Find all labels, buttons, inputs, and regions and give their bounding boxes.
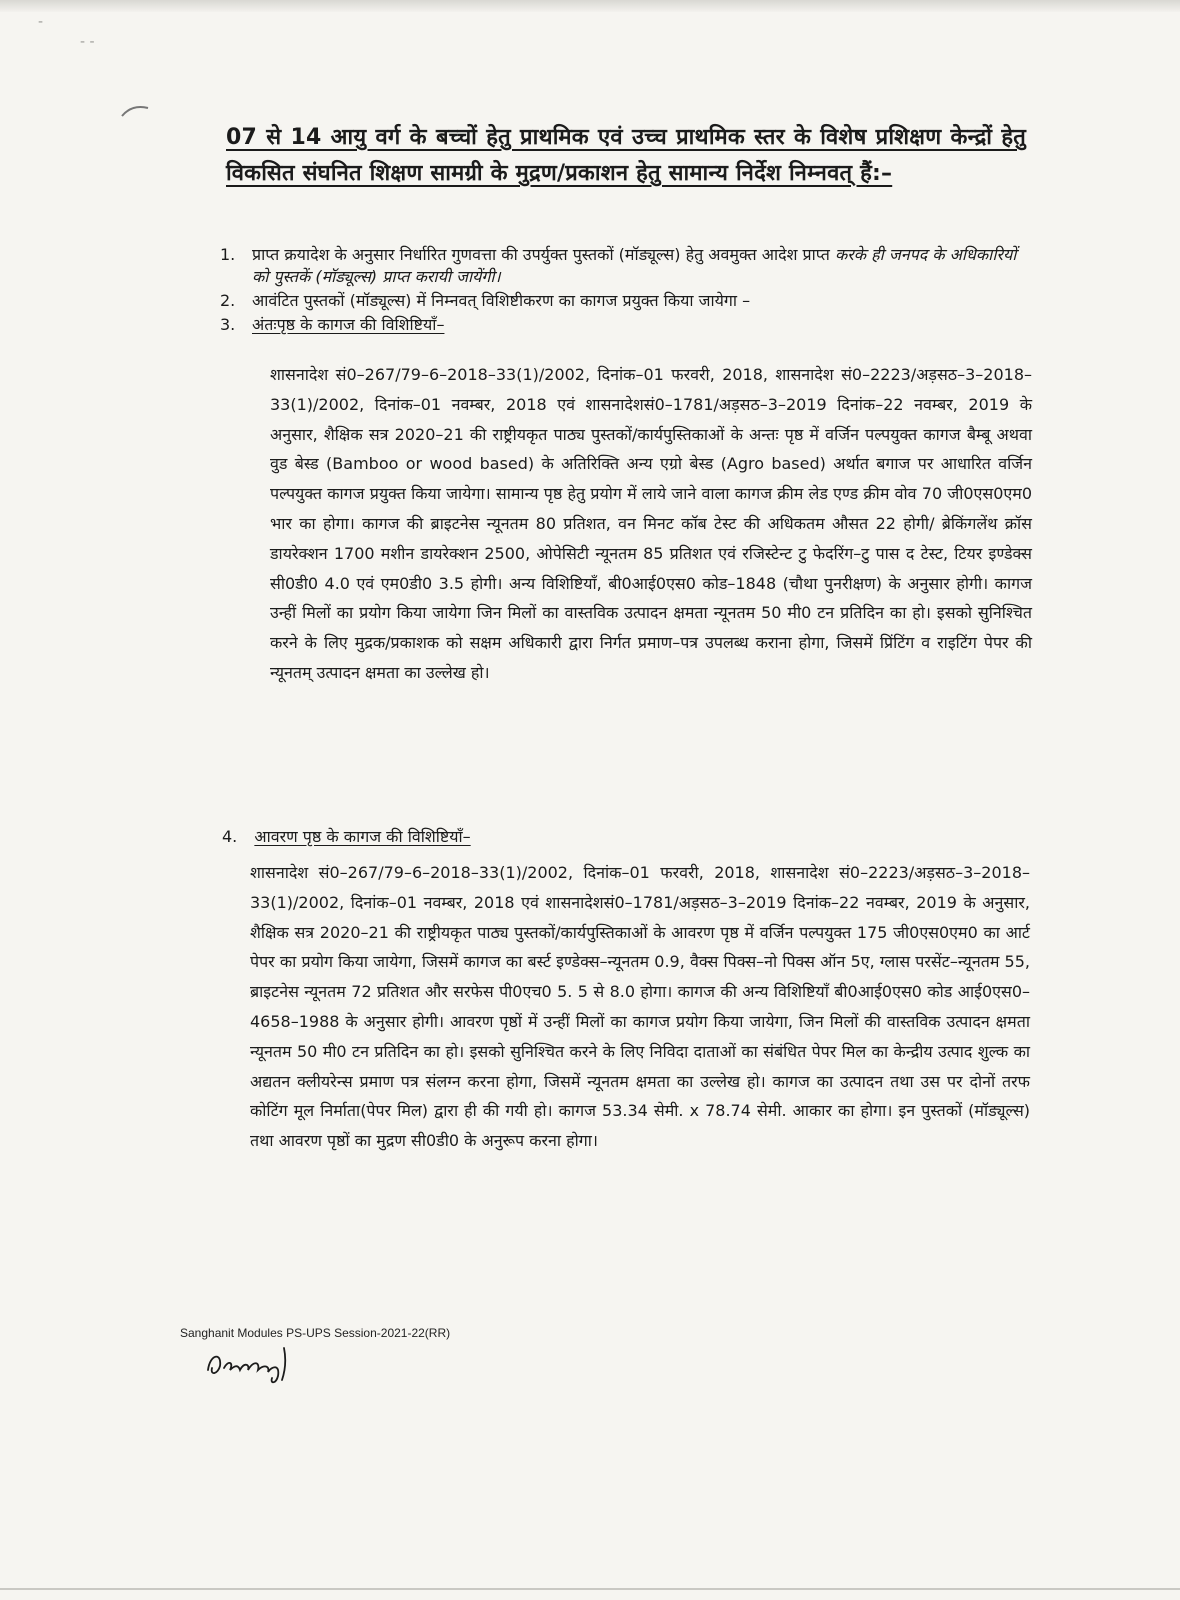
scan-speck: - -: [80, 34, 95, 50]
scan-mark: [118, 98, 154, 122]
item-number: 2.: [220, 291, 236, 310]
scan-top-edge: [0, 0, 1180, 12]
signature-image: [200, 1340, 310, 1386]
section-heading: आवरण पृष्ठ के कागज की विशिष्टियाँ–: [254, 827, 471, 846]
item-text-italic: करके ही जनपद के अधिकारियों को पुस्तकें (मॉड्यूल्स) प्राप्त करायी जायेंगी।: [252, 245, 1017, 286]
list-item: [220, 314, 1032, 336]
item-number: 1.: [220, 245, 236, 264]
list-item: [222, 826, 471, 848]
item-text: प्राप्त क्रयादेश के अनुसार निर्धारित गुणवत्ता की उपर्युक्त पुस्तकों (मॉड्यूल्स) हेतु अवमुक्त आदेश प्राप्त: [252, 245, 830, 264]
section-body-cover-pages: शासनादेश सं0–267/79–6–2018–33(1)/2002, दिनांक–01 फरवरी, 2018, शासनादेश सं0–2223/अड़सठ–3–2018–33(1)/2002, दिनांक–01 नवम्बर, 2018 एवं शासनादेशसं0–1781/अड़सठ–3–2019 दिनांक–22 नवम्बर, 2019 के अनुसार, शैक्षिक सत्र 2020–21 की राष्ट्रीयकृत पाठ्य पुस्तकों/कार्यपुस्तिकाओं के आवरण पृष्ठ में वर्जिन पल्पयुक्त 175 जी0एस0एम0 का आर्ट पेपर का प्रयोग किया जायेगा, जिसमें कागज का बर्स्ट इण्डेक्स–न्यूनतम 0.9, वैक्स पिक्स–नो पिक्स ऑन 5ए, ग्लास परसेंट–न्यूनतम 55, ब्राइटनेस न्यूनतम 72 प्रतिशत और सरफेस पी0एच0 5. 5 से 8.0 होगा। कागज की अन्य विशिष्टियाँ बी0आई0एस0 कोड आई0एस0–4658–1988 के अनुसार होगी। आवरण पृष्ठों में उन्हीं मिलों का कागज प्रयोग किया जायेगा, जिन मिलों की वास्तविक उत्पादन क्षमता न्यूनतम 50 मी0 टन प्रतिदिन का हो। इसको सुनिश्चित करने के लिए निविदा दाताओं का संबंधित पेपर मिल का केन्द्रीय उत्पाद शुल्क का अद्यतन क्लीयरेन्स प्रमाण पत्र संलग्न करना होगा, जिसमें न्यूनतम क्षमता का उल्लेख हो। कागज का उत्पादन तथा उस पर दोनों तरफ कोटिंग मूल निर्माता(पेपर मिल) द्वारा ही की गयी हो। कागज 53.34 सेमी. x 78.74 सेमी. आकार का होगा। इन पुस्तकों (मॉड्यूल्स) तथा आवरण पृष्ठों का मुद्रण सी0डी0 के अनुरूप करना होगा।: [250, 863, 1030, 1151]
footer-reference: Sanghanit Modules PS-UPS Session-2021-22(RR): [180, 1326, 451, 1340]
page-bottom-edge: [0, 1588, 1180, 1590]
list-item: [220, 290, 1032, 312]
item-number: 3.: [220, 315, 236, 334]
section-body-inner-pages: शासनादेश सं0–267/79–6–2018–33(1)/2002, दिनांक–01 फरवरी, 2018, शासनादेश सं0–2223/अड़सठ–3–2018–33(1)/2002, दिनांक–01 नवम्बर, 2018 एवं शासनादेशसं0–1781/अड़सठ–3–2019 दिनांक–22 नवम्बर, 2019 के अनुसार, शैक्षिक सत्र 2020–21 की राष्ट्रीयकृत पाठ्य पुस्तकों/कार्यपुस्तिकाओं के अन्तः पृष्ठ में वर्जिन पल्पयुक्त कागज बैम्बू अथवा वुड बेस्ड (Bamboo or wood based) के अतिरिक्ति अन्य एग्रो बेस्ड (Agro based) अर्थात बगाज पर आधारित वर्जिन पल्पयुक्त कागज प्रयुक्त किया जायेगा। सामान्य पृष्ठ हेतु प्रयोग में लाये जाने वाला कागज क्रीम लेड एण्ड क्रीम वोव 70 जी0एस0एम0 भार का होगा। कागज की ब्राइटनेस न्यूनतम 80 प्रतिशत, वन मिनट कॉब टेस्ट की अधिकतम औसत 22 होगी/ ब्रेकिंगलेंथ क्रॉस डायरेक्शन 1700 मशीन डायरेक्शन 2500, ओपेसिटी न्यूनतम 85 प्रतिशत एवं रजिस्टेन्ट टु फेदरिंग–टु पास द टेस्ट, टियर इण्डेक्स सी0डी0 4.0 एवं एम0डी0 3.5 होगी। अन्य विशिष्टियाँ, बी0आई0एस0 कोड–1848 (चौथा पुनरीक्षण) के अनुसार होगी। कागज उन्हीं मिलों का प्रयोग किया जायेगा जिन मिलों का वास्तविक उत्पादन क्षमता न्यूनतम 50 मी0 टन प्रतिदिन का हो। इसको सुनिश्चित करने के लिए मुद्रक/प्रकाशक को सक्षम अधिकारी द्वारा निर्गत प्रमाण–पत्र उपलब्ध कराना होगा, जिसमें प्रिंटिंग व राइटिंग पेपर की न्यूनतम् उत्पादन क्षमता का उल्लेख हो।: [270, 365, 1032, 682]
scan-speck: -: [38, 14, 44, 30]
item-number: 4.: [222, 827, 238, 846]
list-item: [220, 244, 1032, 288]
section-heading: अंतःपृष्ठ के कागज की विशिष्टियाँ–: [252, 315, 445, 334]
instruction-list: [220, 244, 1032, 338]
item-text: आवंटित पुस्तकों (मॉड्यूल्स) में निम्नवत् विशिष्टीकरण का कागज प्रयुक्त किया जायेगा –: [252, 291, 751, 310]
page-title: 07 से 14 आयु वर्ग के बच्चों हेतु प्राथमिक एवं उच्च प्राथमिक स्तर के विशेष प्रशिक्षण केन्द्रों हेतु विकसित संघनित शिक्षण सामग्री के मुद्रण/प्रकाशन हेतु सामान्य निर्देश निम्नवत् हैं:–: [226, 125, 1026, 186]
